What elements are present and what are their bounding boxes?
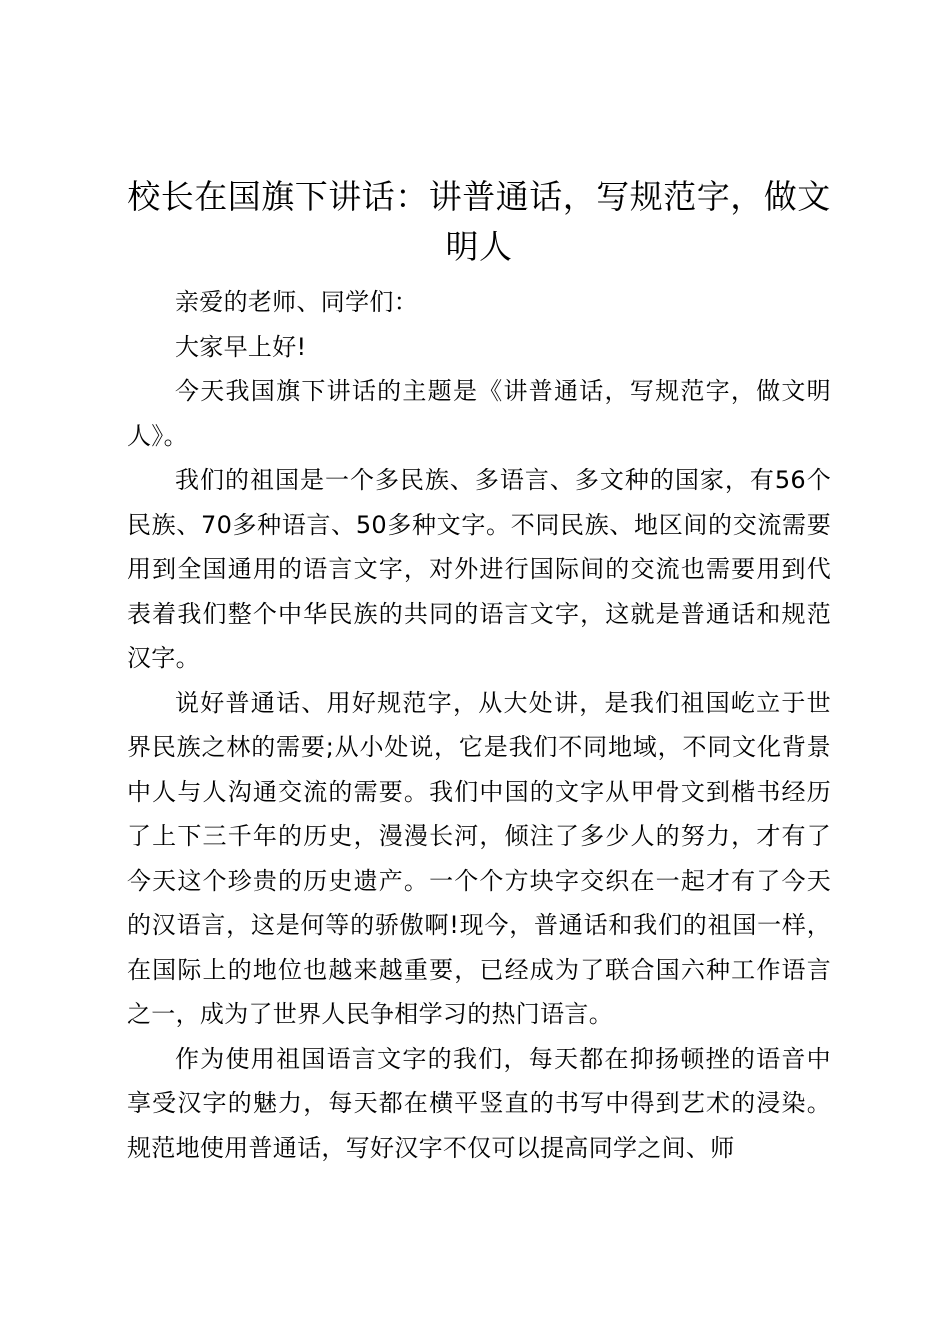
paragraph-topic: 今天我国旗下讲话的主题是《讲普通话，写规范字，做文明人》。 [127,377,831,450]
document-body [127,280,831,1170]
paragraph-importance: 说好普通话、用好规范字，从大处讲，是我们祖国屹立于世界民族之林的需要;从小处说，它是我们不同地域，不同文化背景中人与人沟通交流的需要。我们中国的文字从甲骨文到楷书经历了上下三千年的历史，漫漫长河，倾注了多少人的努力，才有了今天这个珍贵的历史遗产。一个个方块字交织在一起才有了今天的汉语言，这是何等的骄傲啊!现今，普通话和我们的祖国一样，在国际上的地位也越来越重要，已经成为了联合国六种工作语言之一，成为了世界人民争相学习的热门语言。 [127,688,831,1028]
paragraph-good-morning: 大家早上好! [175,332,307,361]
paragraph-usage: 作为使用祖国语言文字的我们，每天都在抑扬顿挫的语音中享受汉字的魅力，每天都在横平竖直的书写中得到艺术的浸染。规范地使用普通话，写好汉字不仅可以提高同学之间、师 [127,1044,831,1162]
document-title: 校长在国旗下讲话：讲普通话，写规范字，做文明人 [127,177,831,266]
document-page [127,172,831,1170]
paragraph-nation: 我们的祖国是一个多民族、多语言、多文种的国家，有56个民族、70多种语言、50多种文字。不同民族、地区间的交流需要用到全国通用的语言文字，对外进行国际间的交流也需要用到代表着我们整个中华民族的共同的语言文字，这就是普通话和规范汉字。 [127,466,831,672]
paragraph-greeting: 亲爱的老师、同学们： [175,288,418,316]
